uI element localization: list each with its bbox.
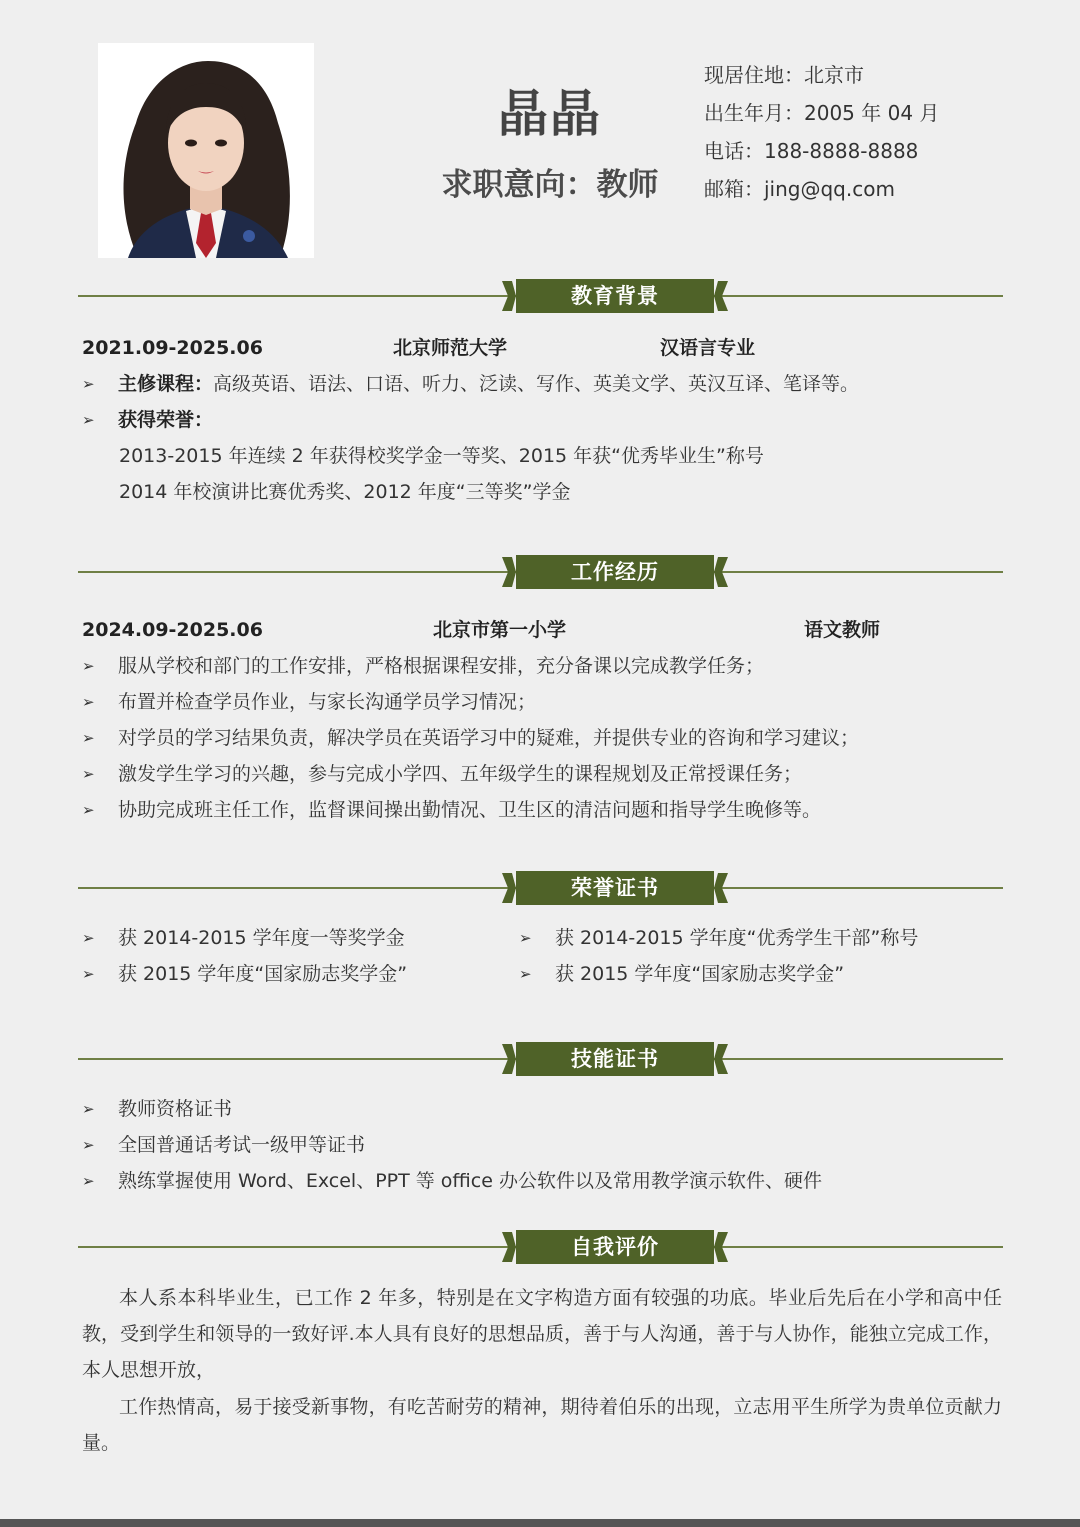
section-header-self-evaluation	[78, 1230, 1003, 1264]
section-title: 技能证书	[571, 1047, 659, 1071]
education-major: 汉语言专业	[660, 337, 756, 359]
work-company: 北京市第一小学	[433, 619, 567, 641]
education-period: 2021.09-2025.06	[82, 337, 263, 359]
list-item	[82, 366, 859, 402]
section-title: 荣誉证书	[571, 876, 659, 900]
arrow-bullet-icon: ➢	[82, 1100, 95, 1118]
list-item	[82, 720, 859, 756]
section-title: 自我评价	[571, 1235, 659, 1259]
work-duty: 对学员的学习结果负责，解决学员在英语学习中的疑难，并提供专业的咨询和学习建议；	[118, 727, 860, 749]
skill-item: 全国普通话考试一级甲等证书	[118, 1134, 366, 1156]
list-item	[82, 1163, 822, 1199]
bottom-bar	[0, 1519, 1080, 1527]
contact-birth: 出生年月：2005 年 04 月	[704, 101, 940, 125]
arrow-bullet-icon: ➢	[82, 375, 95, 393]
arrow-bullet-icon: ➢	[82, 729, 95, 747]
work-duty: 布置并检查学员作业，与家长沟通学员学习情况；	[118, 691, 537, 713]
section-header-honors	[78, 871, 1003, 905]
list-item	[82, 792, 821, 828]
section-title: 教育背景	[571, 284, 659, 308]
work-duty: 激发学生学习的兴趣，参与完成小学四、五年级学生的课程规划及正常授课任务；	[118, 763, 803, 785]
portrait-image	[98, 43, 314, 258]
contact-info	[704, 58, 1064, 210]
section-banner	[502, 871, 728, 905]
section-header-work	[78, 555, 1003, 589]
list-item	[519, 920, 918, 956]
courses-label: 主修课程：	[118, 373, 214, 395]
contact-email: 邮箱：jing@qq.com	[704, 177, 895, 201]
honor-item: 获 2015 学年度“国家励志奖学金”	[555, 963, 845, 985]
work-role: 语文教师	[804, 619, 881, 641]
list-item	[82, 648, 764, 684]
arrow-bullet-icon: ➢	[82, 1172, 95, 1190]
section-banner	[502, 1230, 728, 1264]
contact-phone: 电话：188-8888-8888	[704, 139, 919, 163]
arrow-bullet-icon: ➢	[82, 411, 95, 429]
section-title: 工作经历	[571, 560, 659, 584]
self-evaluation-paragraph: 本人系本科毕业生，已工作 2 年多，特别是在文字构造方面有较强的功底。毕业后先后在小学和高中任教，受到学生和领导的一致好评.本人具有良好的思想品质，善于与人沟通，善于与人协作，能独立完成工作，本人思想开放，	[82, 1287, 1002, 1381]
arrow-bullet-icon: ➢	[82, 657, 95, 675]
list-item	[82, 1127, 365, 1163]
list-item	[82, 402, 213, 438]
work-duty: 服从学校和部门的工作安排，严格根据课程安排，充分备课以完成教学任务；	[118, 655, 765, 677]
honor-item: 获 2014-2015 学年度“优秀学生干部”称号	[555, 927, 919, 949]
skill-item: 教师资格证书	[118, 1098, 233, 1120]
list-item	[519, 956, 844, 992]
list-item	[82, 920, 405, 956]
section-header-education	[78, 279, 1003, 313]
work-period: 2024.09-2025.06	[82, 619, 263, 641]
arrow-bullet-icon: ➢	[82, 1136, 95, 1154]
honor-line: 2014 年校演讲比赛优秀奖、2012 年度“三等奖”学金	[119, 481, 571, 503]
list-item	[82, 684, 536, 720]
education-summary-row	[82, 330, 1012, 366]
arrow-bullet-icon: ➢	[519, 929, 532, 947]
honor-line: 2013-2015 年连续 2 年获得校奖学金一等奖、2015 年获“优秀毕业生”称号	[119, 445, 764, 467]
honor-item: 获 2014-2015 学年度一等奖学金	[118, 927, 405, 949]
education-school: 北京师范大学	[393, 337, 508, 359]
honors-label: 获得荣誉：	[118, 409, 214, 431]
courses-text: 高级英语、语法、口语、听力、泛读、写作、英美文学、英汉互译、笔译等。	[213, 373, 860, 395]
arrow-bullet-icon: ➢	[519, 965, 532, 983]
self-evaluation-paragraph: 工作热情高，易于接受新事物，有吃苦耐劳的精神，期待着伯乐的出现，立志用平生所学为贵单位贡献力量。	[82, 1396, 1002, 1454]
arrow-bullet-icon: ➢	[82, 765, 95, 783]
skill-item: 熟练掌握使用 Word、Excel、PPT 等 office 办公软件以及常用教学演示软件、硬件	[118, 1170, 822, 1192]
work-summary-row	[82, 612, 1012, 648]
profile-photo	[98, 43, 314, 258]
arrow-bullet-icon: ➢	[82, 965, 95, 983]
section-header-skills	[78, 1042, 1003, 1076]
contact-residence: 现居住地：北京市	[704, 63, 864, 87]
list-item	[82, 1091, 232, 1127]
work-duty: 协助完成班主任工作，监督课间操出勤情况、卫生区的清洁问题和指导学生晚修等。	[118, 799, 822, 821]
list-item	[82, 956, 407, 992]
section-banner	[502, 279, 728, 313]
arrow-bullet-icon: ➢	[82, 801, 95, 819]
job-intent: 求职意向：教师	[441, 167, 659, 203]
honor-item: 获 2015 学年度“国家励志奖学金”	[118, 963, 408, 985]
list-item	[82, 756, 802, 792]
candidate-name: 晶晶	[498, 85, 602, 143]
section-banner	[502, 555, 728, 589]
section-banner	[502, 1042, 728, 1076]
arrow-bullet-icon: ➢	[82, 929, 95, 947]
arrow-bullet-icon: ➢	[82, 693, 95, 711]
